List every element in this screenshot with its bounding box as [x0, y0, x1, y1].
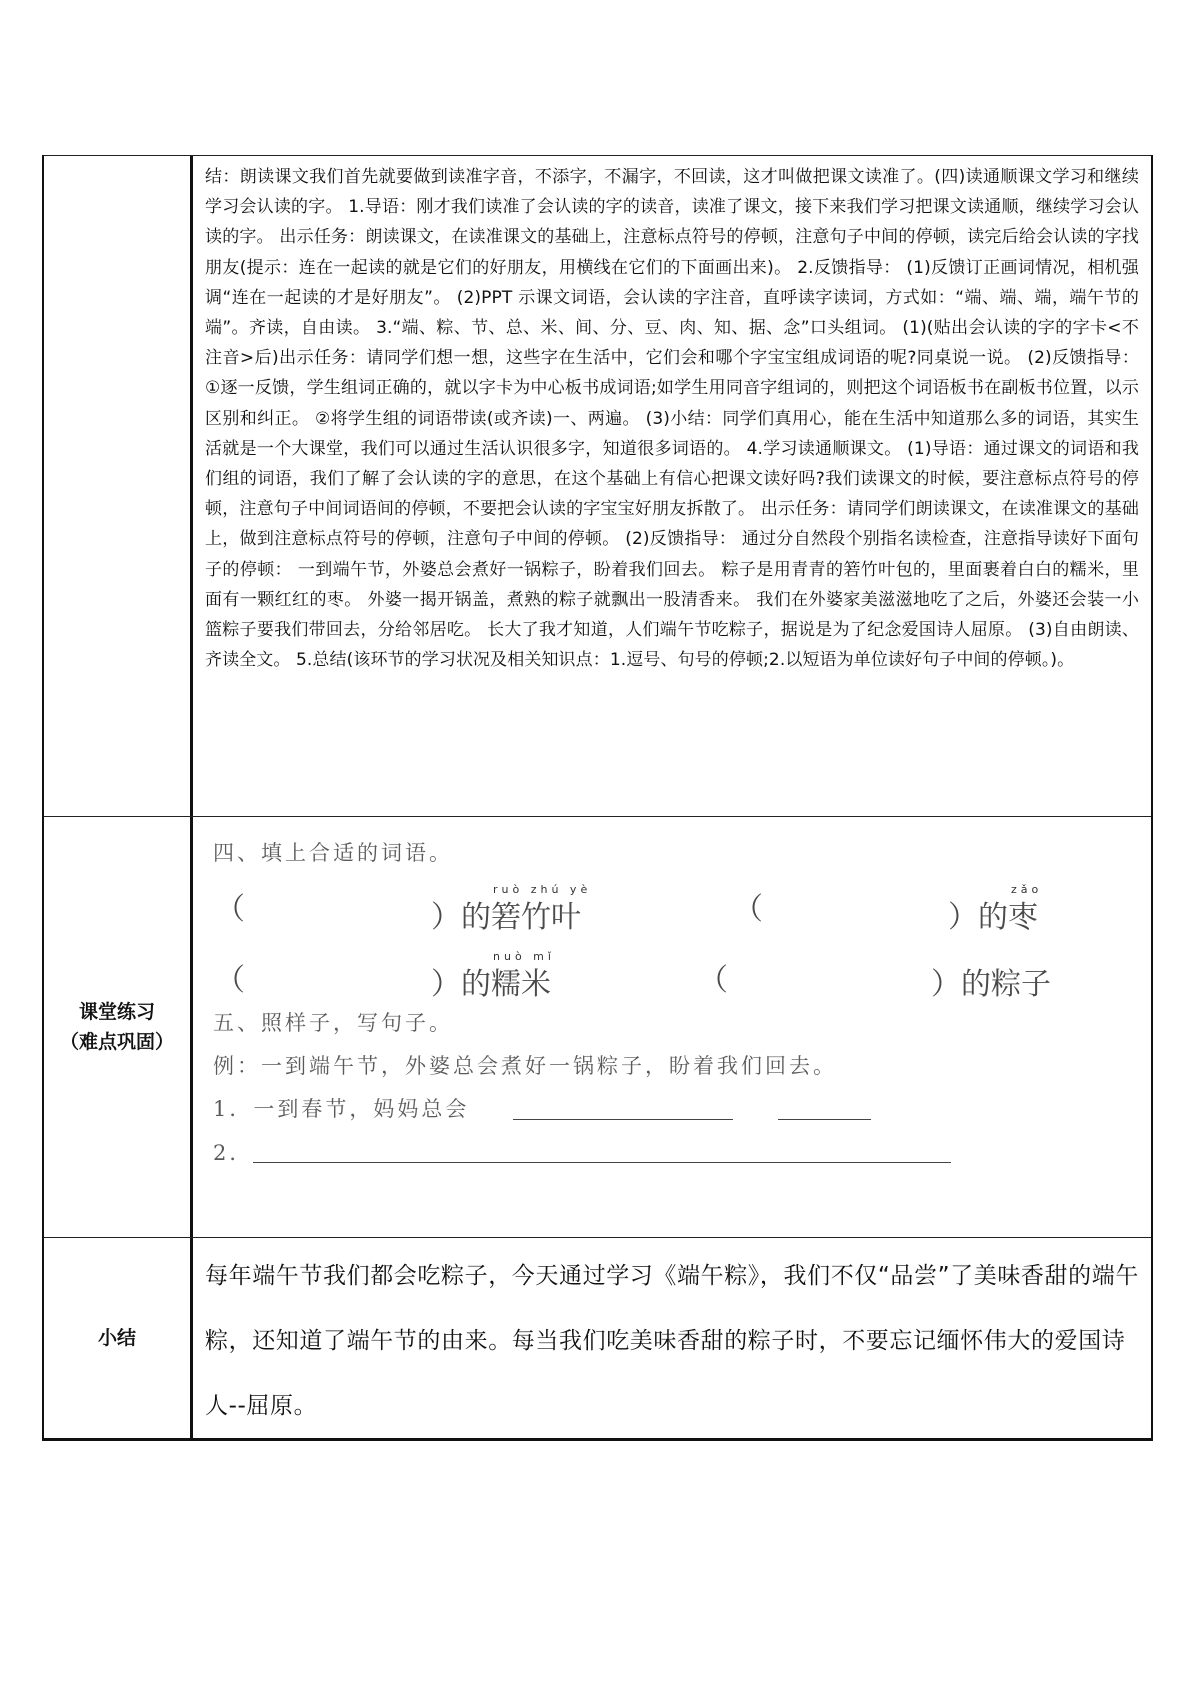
teaching-process-content [193, 156, 1151, 816]
summary-content [193, 1238, 1151, 1438]
answer-line-1a [513, 1119, 733, 1120]
blank3-open: （ [215, 963, 245, 998]
blank2-open: （ [733, 892, 763, 927]
blank4-phrase: ）的粽子 [931, 967, 1051, 1002]
blank2-phrase: ）的枣 [948, 900, 1038, 935]
section5-title: 五、照样子，写句子。 [213, 1011, 453, 1035]
practice-sublabel: （难点巩固） [59, 1031, 174, 1053]
practice-label: 课堂练习 [78, 1001, 155, 1023]
answer-line-1b [778, 1119, 871, 1120]
summary-row [44, 1237, 1151, 1438]
blank3-phrase: ）的糯米 [431, 967, 551, 1002]
summary-label-cell [44, 1238, 193, 1438]
blank1-phrase: ）的箬竹叶 [431, 900, 581, 935]
blank2-pinyin: zǎo [1011, 883, 1043, 896]
example-sentence: 例：一到端午节，外婆总会煮好一锅粽子，盼着我们回去。 [213, 1054, 837, 1078]
lesson-plan-table [42, 155, 1153, 1441]
practice-row [44, 816, 1151, 1237]
summary-label: 小结 [97, 1327, 136, 1349]
question-2: 2． [213, 1141, 254, 1165]
teaching-process-text: 结：朗读课文我们首先就要做到读准字音，不添字，不漏字，不回读，这才叫做把课文读准了。(四)读通顺课文学习和继续学习会认读的字。 1.导语：刚才我们读准了会认读的字的读音，读准了课文，接下来我们学习把课文读通顺，继续学习会认读的字。 出示任务：朗读课文，在读准课文的基础上，注意标点符号的停顿，注意句子中间的停顿，读完后给会认读的字找朋友(提示：连在一起读的就是它们的好朋友，用横线在它们的下面画出来)。 2.反馈指导： (1)反馈订正画词情况，相机强调“连在一起读的才是好朋友”。 (2)PPT 示课文词语，会认读的字注音，直呼读字读词，方式如：“端、端、端，端午节的端”。齐读，自由读。 3.“端、粽、节、总、米、间、分、豆、肉、知、据、念”口头组词。 (1)(贴出会认读的字的字卡<不注音>后)出示任务：请同学们想一想，这些字在生活中，它们会和哪个字宝宝组成词语的呢?同桌说一说。 (2)反馈指导： ①逐一反馈，学生组词正确的，就以字卡为中心板书成词语;如学生用同音字组词的，则把这个词语板书在副板书位置，以示区别和纠正。 ②将学生组的词语带读(或齐读)一、两遍。 (3)小结：同学们真用心，能在生活中知道那么多的词语，其实生活就是一个大课堂，我们可以通过生活认识很多字，知道很多词语的。 4.学习读通顺课文。 (1)导语：通过课文的词语和我们组的词语，我们了解了会认读的字的意思，在这个基础上有信心把课文读好吗?我们读课文的时候，要注意标点符号的停顿，注意句子中间词语间的停顿，不要把会认读的字宝宝好朋友拆散了。 出示任务：请同学们朗读课文，在读准课文的基础上，做到注意标点符号的停顿，注意句子中间的停顿。 (2)反馈指导： 通过分自然段个别指名读检查，注意指导读好下面句子的停顿： 一到端午节，外婆总会煮好一锅粽子，盼着我们回去。 粽子是用青青的箬竹叶包的，里面裹着白白的糯米，里面有一颗红红的枣。 外婆一揭开锅盖，煮熟的粽子就飘出一股清香来。 我们在外婆家美滋滋地吃了之后，外婆还会装一小篮粽子要我们带回去，分给邻居吃。 长大了我才知道，人们端午节吃粽子，据说是为了纪念爱国诗人屈原。 (3)自由朗读、齐读全文。 5.总结(该环节的学习状况及相关知识点：1.逗号、句号的停顿;2.以短语为单位读好句子中间的停顿。)。 [205, 167, 1139, 671]
blank3-pinyin: nuò mǐ [493, 950, 555, 963]
blank4-open: （ [698, 963, 728, 998]
teaching-process-row [44, 155, 1151, 816]
question-1: 1．一到春节，妈妈总会 [213, 1097, 470, 1121]
answer-line-2 [253, 1162, 951, 1163]
blank1-pinyin: ruò zhú yè [493, 883, 592, 896]
practice-label-cell [44, 817, 193, 1237]
summary-text: 每年端午节我们都会吃粽子，今天通过学习《端午粽》，我们不仅“品尝”了美味香甜的端午粽，还知道了端午节的由来。每当我们吃美味香甜的粽子时，不要忘记缅怀伟大的爱国诗人--屈原。 [205, 1263, 1139, 1419]
blank1-open: （ [215, 892, 245, 927]
exercise-image [193, 817, 1151, 1237]
practice-content [193, 817, 1151, 1237]
teaching-process-label-cell [44, 156, 193, 816]
section4-title: 四、填上合适的词语。 [213, 841, 453, 865]
